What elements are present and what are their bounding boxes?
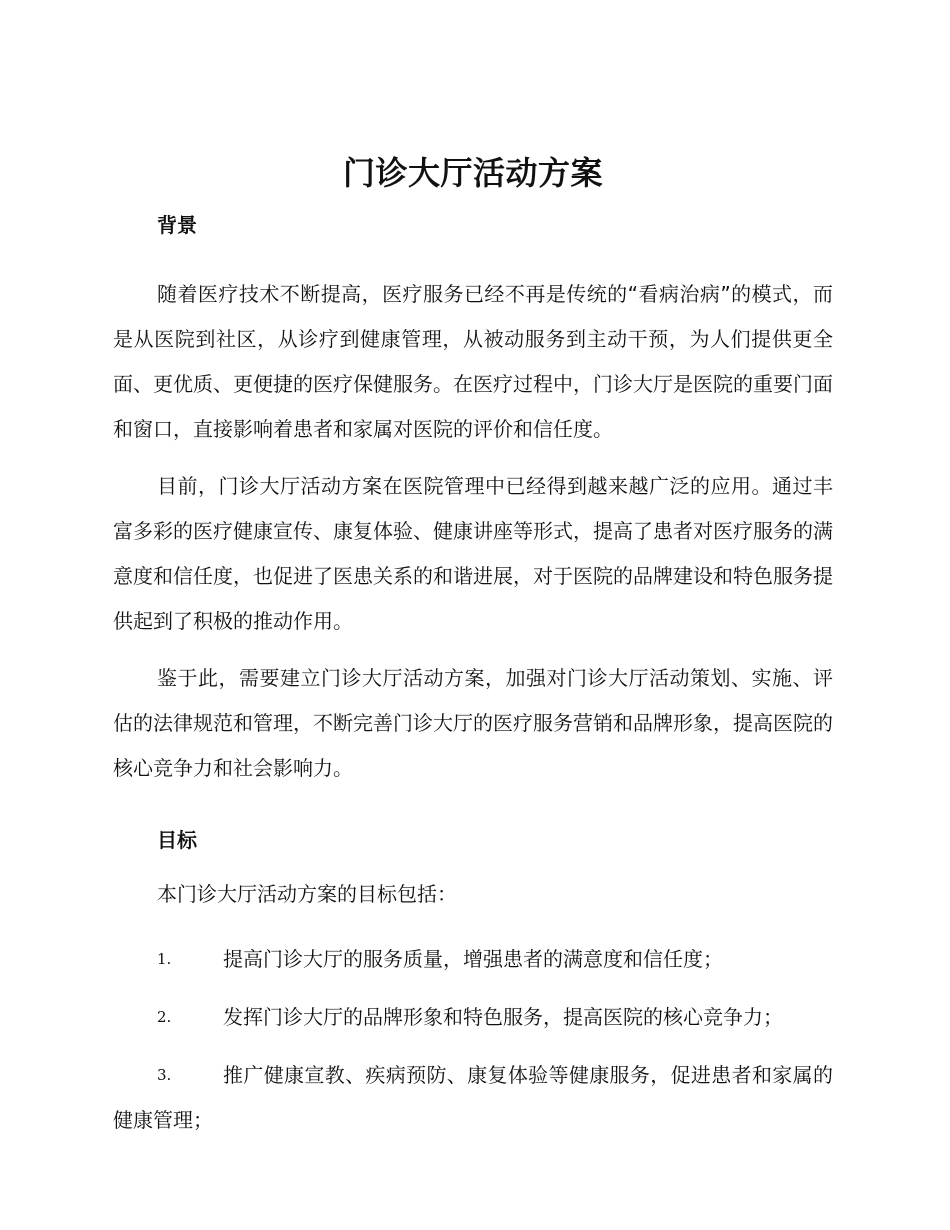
goals-list bbox=[113, 937, 833, 1143]
list-item-text: 推广健康宣教、疾病预防、康复体验等健康服务，促进患者和家属的健康管理； bbox=[113, 1063, 833, 1132]
document-title: 门诊大厅活动方案 bbox=[342, 154, 603, 192]
list-item-number: 2. bbox=[157, 1008, 172, 1026]
list-item bbox=[113, 937, 833, 982]
background-paragraph-3: 鉴于此，需要建立门诊大厅活动方案，加强对门诊大厅活动策划、实施、评估的法律规范和管理，不断完善门诊大厅的医疗服务营销和品牌形象，提高医院的核心竞争力和社会影响力。 bbox=[113, 666, 833, 780]
list-item-text: 提高门诊大厅的服务质量，增强患者的满意度和信任度； bbox=[223, 947, 723, 971]
list-item-number: 1. bbox=[157, 950, 172, 968]
list-item bbox=[113, 995, 833, 1040]
section-heading-background: 背景 bbox=[157, 213, 197, 237]
list-item-number: 3. bbox=[157, 1066, 172, 1084]
list-item bbox=[113, 1053, 833, 1143]
background-paragraph-1: 随着医疗技术不断提高，医疗服务已经不再是传统的“看病治病”的模式，而是从医院到社区，从诊疗到健康管理，从被动服务到主动干预，为人们提供更全面、更优质、更便捷的医疗保健服务。在医疗过程中，门诊大厅是医院的重要门面和窗口，直接影响着患者和家属对医院的评价和信任度。 bbox=[113, 282, 833, 441]
section-heading-goals: 目标 bbox=[157, 828, 197, 852]
background-paragraph-2: 目前，门诊大厅活动方案在医院管理中已经得到越来越广泛的应用。通过丰富多彩的医疗健康宣传、康复体验、健康讲座等形式，提高了患者对医疗服务的满意度和信任度，也促进了医患关系的和谐进展，对于医院的品牌建设和特色服务提供起到了积极的推动作用。 bbox=[113, 474, 833, 633]
goals-intro: 本门诊大厅活动方案的目标包括： bbox=[157, 882, 457, 906]
list-item-text: 发挥门诊大厅的品牌形象和特色服务，提高医院的核心竞争力； bbox=[223, 1005, 783, 1029]
document-content bbox=[113, 150, 833, 1156]
